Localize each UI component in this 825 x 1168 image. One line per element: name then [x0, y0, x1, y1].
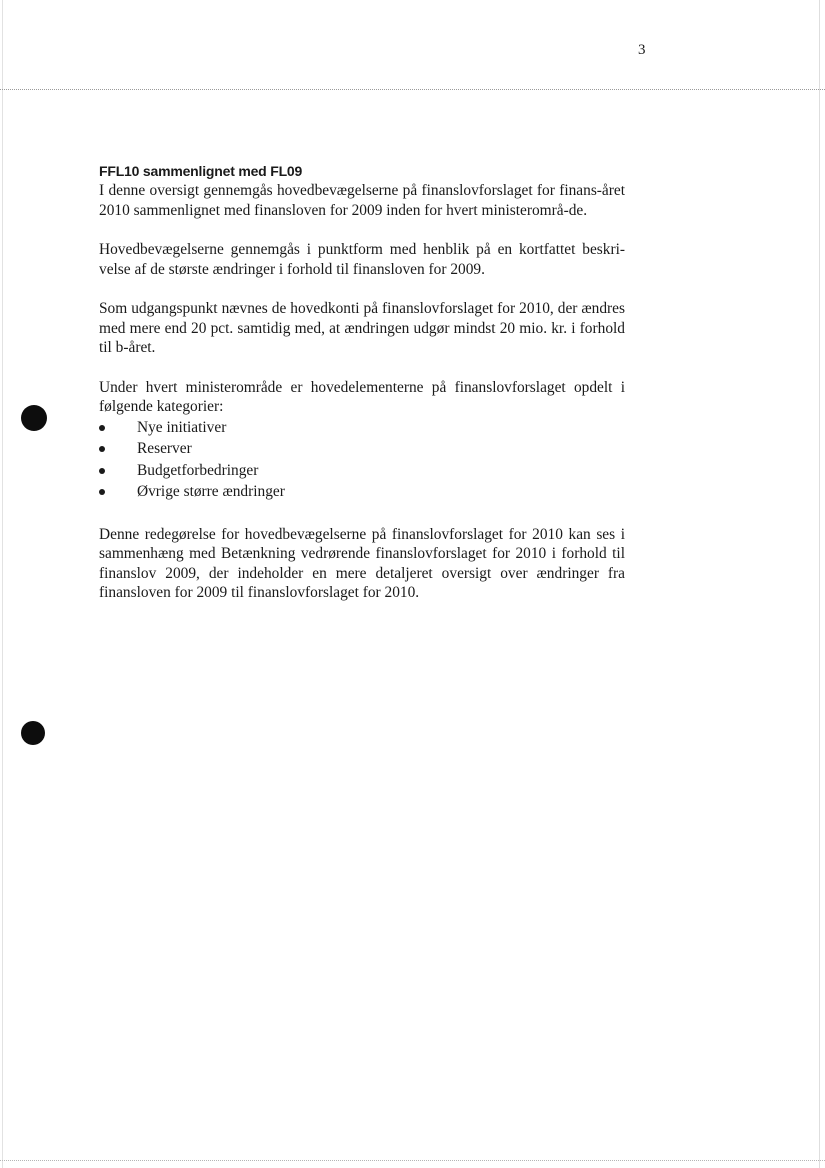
scan-edge-right: [819, 0, 820, 1168]
paragraph-closing: Denne redegørelse for hovedbevægelserne på finanslovforslaget for 2010 kan ses i sammenhæng med Betænkning vedrørende finanslovforslaget for 2010 i forhold til finanslov 2009, der indeholder en mere detaljeret oversigt over ændringer fra finansloven for 2009 til finanslovforslaget for 2010.: [99, 525, 625, 601]
section-heading: FFL10 sammenlignet med FL09: [99, 163, 303, 179]
punch-hole-bottom: [21, 721, 45, 745]
bullet-icon: [99, 446, 105, 452]
header-rule: [0, 89, 825, 90]
paragraph-categories-intro: Under hvert ministerområde er hovedelementerne på finanslovforslaget opdelt i følgende kategorier:: [99, 378, 625, 415]
page-number: 3: [638, 42, 646, 58]
category-list: [99, 417, 625, 503]
list-item: [99, 460, 625, 482]
scan-edge-left: [2, 0, 3, 1168]
punch-hole-top: [21, 405, 47, 431]
document-body: [99, 162, 625, 623]
category-label: Budgetforbedringer: [137, 461, 259, 479]
category-label: Øvrige større ændringer: [137, 483, 285, 500]
bullet-icon: [99, 425, 105, 431]
list-item: [99, 481, 625, 503]
category-label: Nye initiativer: [137, 418, 227, 436]
paragraph-method: Hovedbevægelserne gennemgås i punktform med henblik på en kortfattet beskri-velse af de største ændringer i forhold til finansloven for 2009.: [99, 241, 625, 278]
list-item: [99, 417, 625, 439]
bullet-icon: [99, 489, 105, 495]
paragraph-criteria: Som udgangspunkt nævnes de hovedkonti på finanslovforslaget for 2010, der ændres med mere end 20 pct. samtidig med, at ændringen udgør mindst 20 mio. kr. i forhold til b-året.: [99, 300, 625, 356]
list-item: [99, 438, 625, 460]
category-label: Reserver: [137, 440, 192, 457]
bullet-icon: [99, 468, 105, 474]
paragraph-intro: I denne oversigt gennemgås hovedbevægelserne på finanslovforslaget for finans-året 2010 sammenlignet med finansloven for 2009 inden for hvert ministerområ-de.: [99, 182, 625, 219]
footer-rule: [0, 1160, 825, 1161]
